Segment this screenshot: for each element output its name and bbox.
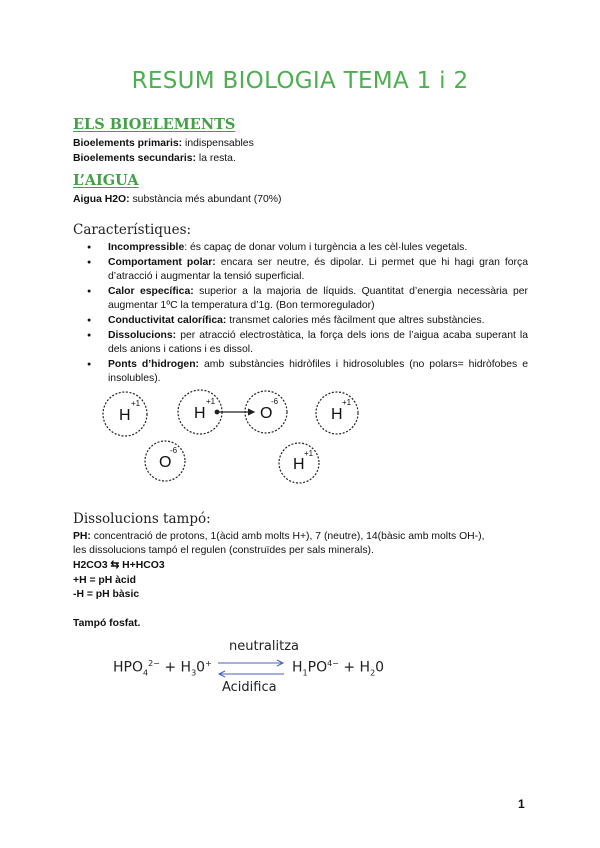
item-text: encara ser neutre, és dipolar. Li permet que hi hagi gran força d’atracció i augmentar la tensió superficial. [108,256,528,283]
item-label: Calor específica: [108,285,194,297]
ph-text: concentració de protons, 1(àcid amb molts H+), 7 (neutre), 14(bàsic amb molts OH-), [90,531,485,542]
item-text: : és capaç de donar volum i turgència a les cèl·lules vegetals. [184,242,468,253]
page-title: RESUM BIOLOGIA TEMA 1 i 2 [131,68,469,94]
atom-symbol: H [293,456,305,473]
eq-right: H+HCO3 [122,560,165,571]
eq-left: H2CO3 [73,560,108,571]
ph-line-1 [73,530,533,544]
primaris-text: indispensables [182,138,254,149]
item-label: Comportament polar: [108,256,216,268]
atom-symbol: H [119,407,131,424]
aigua-label: Aigua H2O: [73,194,130,205]
aigua-heading: L’AIGUA [73,172,139,189]
secundaris-label: Bioelements secundaris: [73,153,196,164]
atom-charge: +1 [131,399,141,408]
atom-symbol: H [331,406,343,423]
item-text: transmet calories més fàcilment que altres substàncies. [226,314,485,326]
secundaris-text: la resta. [196,153,236,164]
acid-line: +H = pH àcid [73,575,136,586]
atom-charge: +1 [206,397,216,406]
page-number: 1 [518,797,525,811]
item-label: Incompressible [108,242,185,253]
eq-arrow: ⇆ [110,560,120,571]
item-label: Conductivitat calorífica: [108,314,227,326]
reaction-right: $H_1PO^{4-} + H_20$ [292,659,385,678]
atom-charge: +1 [342,398,352,407]
item-label: Dissolucions: [108,329,177,341]
atom-charge: +1 [304,449,314,458]
atom-charge: -6 [271,397,279,406]
atom-symbol: H [194,405,206,422]
basic-line: -H = pH bàsic [73,589,140,600]
bond-dot [215,410,219,414]
item-label: Ponts d’hidrogen: [108,358,200,370]
reaction-left: $HPO_4^{2-} + H_30^+$ [113,659,212,678]
ph-line-2: les dissolucions tampó el regulen (construïdes per sals minerals). [73,545,374,556]
tampo-heading: Dissolucions tampó: [73,511,211,527]
atom-symbol: O [260,405,273,422]
caracteristiques-heading: Característiques: [73,222,192,238]
bond-arrowhead [248,409,254,415]
atom-charge: -6 [170,446,178,455]
item-text: per atracció electrostàtica, la força dels ions de l’aigua acaba superant la dels anions i cations i es dissol. [108,329,528,356]
item-text: amb substàncies hidròfiles i hidrosolubles (no polars= hidròfobes e insolubles). [108,358,528,385]
primaris-label: Bioelements primaris: [73,138,183,149]
aigua-text: substància més abundant (70%) [129,194,282,205]
neutralitza-label: neutralitza [229,639,299,654]
ph-label: PH: [73,531,91,542]
fosfat-heading: Tampó fosfat. [73,618,141,629]
carbonic-equation [73,559,533,573]
acidifica-label: Acidifica [222,680,277,695]
bioelements-heading: ELS BIOELEMENTS [73,116,236,133]
atom-symbol: O [159,454,172,471]
item-text: superior a la majoria de líquids. Quantitat d’energia necessària per augmentar 1ºC la temperatura d’1g. (Bon termoregulador) [108,285,528,312]
